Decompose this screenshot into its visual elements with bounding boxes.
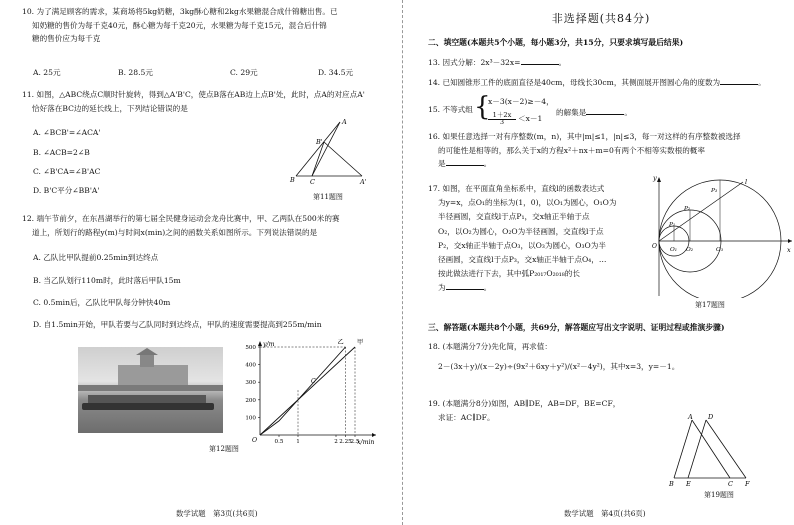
q17-circles-figure bbox=[651, 174, 794, 298]
page-divider bbox=[402, 0, 405, 525]
q17-caption: 第17题图 bbox=[695, 301, 725, 309]
label-a-prime: A' bbox=[360, 178, 367, 186]
q12-caption: 第12题图 bbox=[209, 445, 239, 453]
dragon-boat-scene bbox=[78, 347, 223, 433]
left-page-footer: 数学试题 第3页(共6页) bbox=[176, 509, 258, 518]
label-c: C bbox=[310, 178, 315, 186]
question-16 bbox=[428, 130, 741, 171]
q11-option-b: B. ∠ACB=2∠B bbox=[33, 148, 90, 157]
line-l bbox=[659, 182, 743, 241]
q11-option-c: C. ∠B'CA=∠B'AC bbox=[33, 167, 101, 176]
y-tick-label: 100 bbox=[245, 415, 256, 422]
segment-df bbox=[706, 420, 746, 478]
y-axis-label: y/m bbox=[263, 341, 275, 348]
segment-de bbox=[688, 420, 706, 478]
q10-option-b: B. 28.5元 bbox=[118, 68, 153, 77]
q17-line: 径画圆，交直线l于点P₃，交x轴正半轴于点O₄，… bbox=[438, 255, 607, 265]
y-tick-label: 300 bbox=[245, 380, 256, 387]
q15-inequality-1: x－3(x－2)≥－4， bbox=[488, 97, 554, 106]
question-12 bbox=[22, 212, 340, 239]
x-tick-label: 2 bbox=[334, 439, 338, 445]
o3-label: O₃ bbox=[716, 247, 724, 253]
y-tick-label: 500 bbox=[245, 345, 256, 351]
y-label: y bbox=[653, 174, 657, 182]
q16-line: 的可能性是相等的，那么关于x的方程x²＋nx＋m=0有两个不相等实数根的概率 bbox=[438, 145, 705, 155]
q17-line: 半径画圆，交直线l于点P₁，交x轴正半轴于点 bbox=[438, 212, 590, 222]
q16-answer-blank bbox=[446, 157, 484, 166]
label-b-prime: B' bbox=[316, 138, 323, 146]
p1-label: P₁ bbox=[669, 222, 676, 228]
segment-b-prime-c bbox=[312, 142, 324, 176]
q17-line-end: 为 bbox=[438, 283, 446, 293]
segment-ac bbox=[312, 122, 340, 176]
tower-silhouette bbox=[140, 353, 154, 367]
q15-suffix: 的解集是 bbox=[556, 108, 587, 117]
building-silhouette bbox=[118, 365, 188, 387]
question-19 bbox=[428, 397, 620, 424]
q17-line: 按此做法进行下去，其中弧P₂₀₁₇O₂₀₁₈的长 bbox=[438, 269, 580, 279]
shoreline bbox=[78, 385, 223, 391]
q12-option-d: D. 自1.5min开始，甲队若要与乙队同时到达终点，甲队的速度需要提高到255m/min bbox=[33, 320, 322, 329]
label-b: B bbox=[290, 176, 295, 184]
label-f: F bbox=[745, 480, 750, 488]
q17-line: 17. 如图，在平面直角坐标系中，直线l的函数表达式 bbox=[428, 184, 605, 193]
q17-answer-blank bbox=[446, 281, 484, 290]
origin-label: O bbox=[252, 437, 258, 444]
q16-line: 16. 如果任意选择一对有序整数(m，n)，其中|m|≤1，|n|≤3，每一对这样的有序整数被选择 bbox=[428, 132, 741, 141]
q19-line: 求证：AC∥DF。 bbox=[438, 412, 495, 422]
q11-caption: 第11题图 bbox=[313, 193, 343, 201]
boat-hull bbox=[82, 403, 214, 410]
q15-answer-blank bbox=[586, 106, 624, 115]
segment-ab bbox=[296, 122, 340, 176]
q11-option-a: A. ∠BCB'=∠ACA' bbox=[33, 128, 101, 137]
question-10 bbox=[22, 5, 338, 46]
x-tick-label: 0.5 bbox=[274, 439, 284, 445]
q10-line: 糖的售价应为每千克 bbox=[32, 34, 101, 43]
q11-option-d: D. B'C平分∠BB'A' bbox=[33, 186, 100, 195]
q17-line-last: 为 。 bbox=[438, 283, 492, 293]
rowers bbox=[88, 395, 206, 403]
q12-line: 12. 端午节前夕，在东昌湖举行的第七届全民健身运动会龙舟比赛中，甲、乙两队在500米的赛 bbox=[22, 214, 340, 223]
dragon-boat-photo bbox=[78, 347, 223, 433]
series-line-a bbox=[260, 347, 355, 435]
fill-in-section-heading: 二、填空题(本题共5个小题，每小题3分，共15分，只要求填写最后结果) bbox=[428, 38, 684, 47]
q12-option-c: C. 0.5min后，乙队比甲队每分钟快40m bbox=[33, 298, 171, 307]
y-tick-label: 200 bbox=[245, 397, 256, 404]
q12-option-b: B. 当乙队划行110m时，此时落后甲队15m bbox=[33, 276, 181, 285]
segment-ab bbox=[674, 420, 692, 478]
q15-prefix: 15. 不等式组 bbox=[428, 105, 473, 114]
x-label: x bbox=[787, 246, 791, 254]
o2-label: O₂ bbox=[686, 247, 694, 253]
p2-label: P₂ bbox=[684, 206, 691, 212]
q10-option-c: C. 29元 bbox=[230, 68, 258, 77]
graph-layer bbox=[245, 338, 363, 445]
right-page bbox=[408, 0, 794, 525]
q14-answer-blank bbox=[720, 76, 758, 85]
q15-fraction-denominator: 3 bbox=[499, 118, 505, 126]
question-13: 13. 因式分解：2x³－32x= 。 bbox=[428, 58, 567, 67]
q15-inequality-2-rest: ＜x－1 bbox=[518, 114, 543, 123]
section-title: 非选择题(共84分) bbox=[551, 12, 651, 25]
point-c-label: C bbox=[311, 378, 316, 386]
q19-triangles-figure bbox=[666, 412, 756, 488]
q19-line: 19. (本题满分8分)如图，AB∥DE，AB=DF，BE=CF， bbox=[428, 399, 621, 408]
o1-label: O₁ bbox=[670, 247, 678, 253]
q10-option-a: A. 25元 bbox=[33, 68, 61, 77]
q10-line: 10. 为了满足顾客的需求，某商场将5kg奶糖，3kg酥心糖和2kg水果糖混合成什锦糖出售。已 bbox=[22, 7, 338, 16]
label-a: A bbox=[688, 413, 693, 421]
label-a: A bbox=[342, 118, 347, 126]
question-14: 14. 已知圆锥形工件的底面直径是40cm，母线长30cm，其侧面展开图圆心角的度数为 。 bbox=[428, 78, 766, 87]
y-axis-arrow bbox=[258, 341, 262, 346]
q10-line: 知奶糖的售价为每千克40元，酥心糖为每千克20元，水果糖为每千克15元，混合后什锦 bbox=[32, 20, 327, 30]
y-axis-arrow bbox=[657, 177, 661, 182]
q17-line: P₂，交x轴正半轴于点O₃，以O₃为圆心，O₃O为半 bbox=[438, 240, 606, 250]
q12-line: 道上，所划行的路程y(m)与时间x(min)之间的函数关系如图所示。下列说法错误的是 bbox=[32, 227, 318, 237]
label-d: D bbox=[708, 413, 714, 421]
q16-line-last: 是 。 bbox=[438, 159, 492, 168]
x-axis-arrow bbox=[372, 433, 376, 437]
q15-suffix-wrap: 的解集是 。 bbox=[556, 108, 632, 117]
series-label-b: 乙 bbox=[337, 339, 344, 346]
p3-label: P₃ bbox=[711, 188, 718, 194]
q18-lead: 18. (本题满分7分)先化简，再求值： bbox=[428, 342, 552, 351]
x-tick-label: 2.5 bbox=[350, 439, 360, 445]
l-label: l bbox=[745, 178, 748, 186]
label-c: C bbox=[728, 480, 733, 488]
q11-line: 11. 如图，△ABC绕点C顺时针旋转，得到△A'B'C，使点B落在AB边上点B'处，此时，点A的对应点A' bbox=[22, 90, 365, 99]
q16-line-end: 是 bbox=[438, 159, 446, 168]
tower-roof bbox=[136, 348, 158, 355]
question-17 bbox=[428, 182, 616, 296]
x-axis-label: x/min bbox=[357, 439, 375, 446]
x-axis-arrow bbox=[788, 239, 792, 243]
q17-line: O₂，以O₂为圆心，O₂O为半径画圆，交直线l于点 bbox=[438, 226, 604, 236]
q15-fraction-numerator: 1＋2x bbox=[488, 109, 516, 120]
q12-option-a: A. 乙队比甲队提前0.25min到达终点 bbox=[33, 253, 159, 262]
q17-line: 为y=x，点O₁的坐标为(1，0)，以O₁为圆心，O₁O为 bbox=[438, 198, 617, 208]
q14-text: 14. 已知圆锥形工件的底面直径是40cm，母线长30cm，其侧面展开图圆心角的度数为 bbox=[428, 78, 721, 87]
x-tick-label: 1 bbox=[296, 439, 300, 445]
q15-brace: { bbox=[474, 92, 491, 122]
q13-answer-blank bbox=[521, 56, 559, 65]
x-tick-label: 2.25 bbox=[339, 439, 352, 445]
question-11 bbox=[22, 88, 365, 115]
label-b: B bbox=[669, 480, 674, 488]
label-e: E bbox=[686, 480, 691, 488]
answer-section-heading: 三、解答题(本题共8个小题，共69分，解答题应写出文字说明、证明过程或推演步骤) bbox=[428, 323, 725, 332]
q13-text: 13. 因式分解：2x³－32x= bbox=[428, 58, 521, 67]
q12-distance-time-graph bbox=[240, 338, 380, 446]
segment-b-prime-a-prime bbox=[324, 142, 362, 176]
q11-triangle-figure bbox=[288, 118, 368, 190]
y-tick-label: 400 bbox=[245, 362, 256, 369]
series-label-a: 甲 bbox=[357, 339, 364, 346]
q18-expression: 2－(3x＋y)/(x－2y)÷(9x²＋6xy＋y²)/(x²－4y²)，其中x=3，y=－1。 bbox=[438, 362, 680, 371]
right-page-footer: 数学试题 第4页(共6页) bbox=[564, 509, 646, 518]
q19-caption: 第19题图 bbox=[704, 491, 734, 499]
segment-ac bbox=[692, 420, 730, 478]
q11-line: 恰好落在BC边的延长线上，下列结论错误的是 bbox=[32, 103, 188, 113]
o-label: O bbox=[652, 243, 657, 250]
q10-option-d: D. 34.5元 bbox=[318, 68, 354, 77]
series-line-b bbox=[260, 347, 346, 435]
